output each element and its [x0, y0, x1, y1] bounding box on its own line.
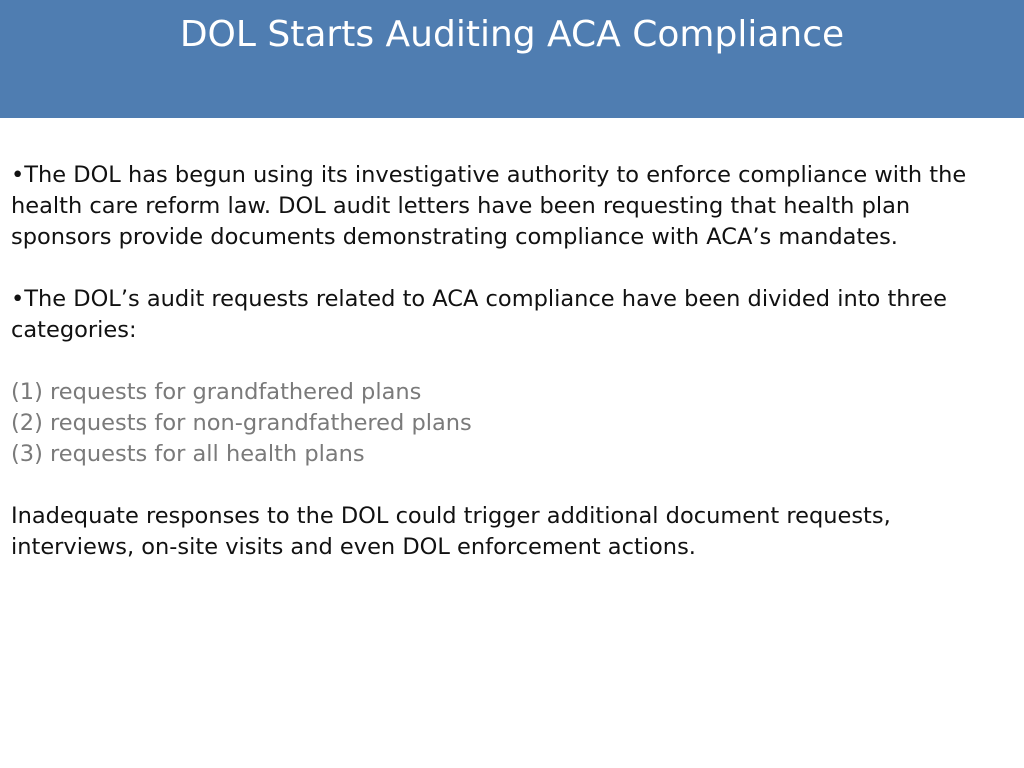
paragraph-audit-categories: •The DOL’s audit requests related to ACA compliance have been divided into three categories: [11, 286, 947, 343]
paragraph-dol-authority: •The DOL has begun using its investigative authority to enforce compliance with the health care reform law. DOL audit letters have been requesting that health plan sponsors provide documents demonstrating compliance with ACA’s mandates. [11, 162, 967, 250]
slide-body [11, 160, 1011, 563]
category-item: (3) requests for all health plans [11, 441, 365, 467]
paragraph-inadequate-responses: Inadequate responses to the DOL could trigger additional document requests, interviews, on-site visits and even DOL enforcement actions. [11, 503, 891, 560]
title-bar [0, 0, 1024, 118]
category-item: (2) requests for non-grandfathered plans [11, 410, 472, 436]
spacer [11, 346, 1011, 377]
category-list [11, 377, 1011, 470]
spacer [11, 470, 1011, 501]
category-item: (1) requests for grandfathered plans [11, 379, 422, 405]
slide-title: DOL Starts Auditing ACA Compliance [179, 14, 845, 55]
spacer [11, 253, 1011, 284]
